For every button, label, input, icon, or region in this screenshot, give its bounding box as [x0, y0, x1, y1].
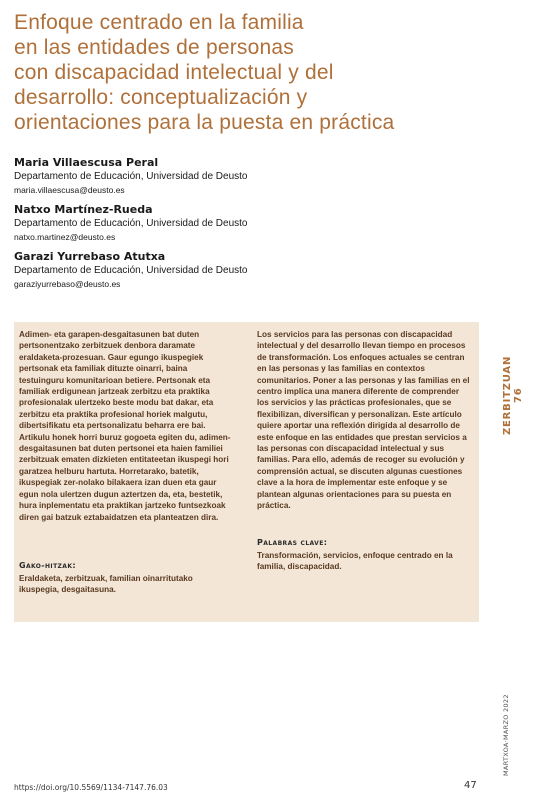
author-block: [14, 202, 434, 244]
keywords-basque: [19, 560, 234, 596]
author-name: Garazi Yurrebaso Atutxa: [14, 250, 166, 263]
author-email[interactable]: natxo.martinez@deusto.es: [14, 232, 116, 242]
title-line: orientaciones para la puesta en práctica: [14, 111, 395, 134]
author-name: Maria Villaescusa Peral: [14, 156, 159, 169]
title-line: desarrollo: conceptualización y: [14, 86, 308, 109]
author-email[interactable]: garaziyurrebaso@deusto.es: [14, 279, 121, 289]
keywords-text-basque: Eraldaketa, zerbitzuak, familian oinarritutako ikuspegia, desgaitasuna.: [19, 574, 193, 595]
author-affiliation: Departamento de Educación, Universidad de Deusto: [14, 265, 248, 276]
abstract-text-basque: Adimen- eta garapen-desgaitasunen bat duten pertsonentzako zerbitzuek denbora daramate eraldaketa-prozesuan. Gaur egungo ikuspegiek pertsonak eta familiak dituzte oinarri, baina testuinguru komunitarioan betiere. Pertsonak eta familiak erdigunean jartzeak zerbitzu eta praktika profesionalak ulertzeko beste modu bat dakar, eta zerbitzu eta praktika profesional horiek malgutu, dibertsifikatu eta pertsonalizatu beharra ere bai. Artikulu honek horri buruz gogoeta egiten du, adimen-desgaitasunen bat duten pertsonei eta haien familiei zerbitzuak ematen dizkieten entitateetan ikuspegi hori garatzea helburu hartuta. Horretarako, batetik, ikuspegiak zer-nolako bilakaera izan duen eta gaur egun nola ulertzen dugun aztertzen da, eta, bestetik, hura inplementatu eta praktikan jartzeko funtsezkoak diren gai batzuk eztabaidatzen eta planteatzen dira.: [19, 330, 231, 522]
issue-date-vertical: MARTXOA·MARZO 2022: [502, 694, 510, 776]
keywords-heading-spanish: Palabras clave:: [257, 538, 328, 547]
author-email[interactable]: maria.villaescusa@deusto.es: [14, 185, 125, 195]
title-line: Enfoque centrado en la familia: [14, 11, 304, 34]
author-name: Natxo Martínez-Rueda: [14, 203, 153, 216]
abstract-basque: [19, 329, 234, 523]
author-block: [14, 155, 434, 197]
author-list: [14, 155, 434, 296]
doi-link[interactable]: https://doi.org/10.5569/1134-7147.76.03: [14, 783, 168, 792]
author-block: [14, 249, 434, 291]
author-affiliation: Departamento de Educación, Universidad de Deusto: [14, 171, 248, 182]
author-affiliation: Departamento de Educación, Universidad de Deusto: [14, 218, 248, 229]
page-number: 47: [464, 780, 477, 791]
keywords-heading-basque: Gako-hitzak:: [19, 561, 77, 570]
article-title: [14, 10, 489, 135]
keywords-text-spanish: Transformación, servicios, enfoque centrado en la familia, discapacidad.: [257, 551, 453, 572]
abstract-box: [14, 322, 479, 622]
abstract-text-spanish: Los servicios para las personas con discapacidad intelectual y del desarrollo llevan tiempo en procesos de transformación. Los enfoques actuales se centran en las personas y las familias en contextos comunitarios. Poner a las personas y las familias en el centro implica una manera diferente de comprender los servicios y las prácticas profesionales, que se flexibilizan, diversifican y personalizan. Este artículo quiere aportar una reflexión dirigida al desarrollo de este enfoque en las entidades que prestan servicios a las personas con discapacidad intelectual y sus familias. Para ello, además de recoger su evolución y comprensión actual, se discuten algunas cuestiones clave a la hora de implementar este enfoque y se plantean algunas orientaciones para su puesta en práctica.: [257, 330, 470, 511]
keywords-spanish: [257, 537, 472, 573]
abstract-spanish: [257, 329, 472, 512]
journal-name-vertical: ZERBITZUAN 76: [502, 355, 524, 435]
title-line: en las entidades de personas: [14, 36, 294, 59]
title-line: con discapacidad intelectual y del: [14, 61, 334, 84]
